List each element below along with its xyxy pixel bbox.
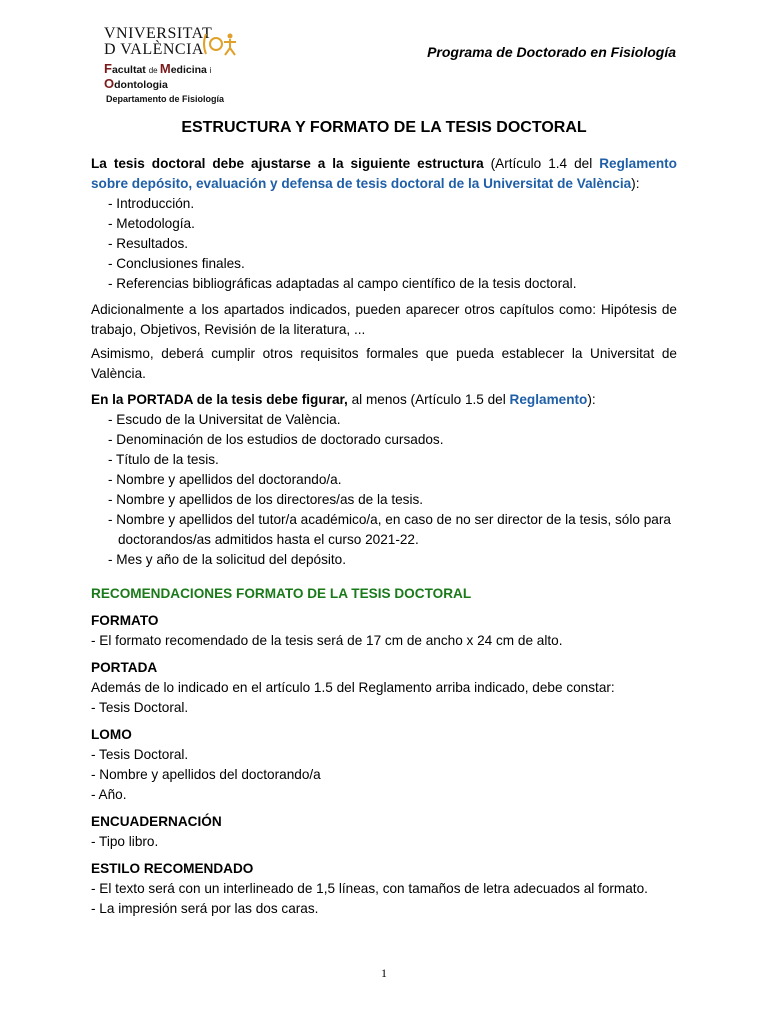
portada-intro-paragraph: En la PORTADA de la tesis debe figurar, al menos (Artículo 1.5 del Reglamento): bbox=[91, 392, 596, 407]
list-item: - Nombre y apellidos de los directores/as de la tesis. bbox=[108, 492, 424, 507]
list-item: - Título de la tesis. bbox=[108, 452, 219, 467]
estilo-line: - La impresión será por las dos caras. bbox=[91, 901, 319, 916]
page-header bbox=[0, 0, 768, 104]
encuadernacion-heading: ENCUADERNACIÓN bbox=[91, 814, 222, 829]
list-item: - Mes y año de la solicitud del depósito. bbox=[108, 552, 347, 567]
portada-line: - Tesis Doctoral. bbox=[91, 700, 189, 715]
portada-heading: PORTADA bbox=[91, 660, 158, 675]
program-name: Programa de Doctorado en Fisiología bbox=[427, 44, 676, 60]
formato-line: - El formato recomendado de la tesis será de 17 cm de ancho x 24 cm de alto. bbox=[91, 633, 563, 648]
encuadernacion-line: - Tipo libro. bbox=[91, 834, 159, 849]
page-number: 1 bbox=[381, 966, 387, 980]
logo-line-1: VNIVERSITAT bbox=[104, 25, 213, 42]
reglamento-link[interactable]: Reglamento sobre depósito, evaluación y defensa de tesis doctoral de la Universitat de València bbox=[91, 156, 677, 191]
recommendations-heading: RECOMENDACIONES FORMATO DE LA TESIS DOCTORAL bbox=[91, 586, 472, 601]
portada-list bbox=[91, 410, 677, 570]
reglamento-short-link[interactable]: Reglamento bbox=[509, 392, 588, 407]
lomo-line: - Nombre y apellidos del doctorando/a bbox=[91, 767, 321, 782]
document-title: ESTRUCTURA Y FORMATO DE LA TESIS DOCTORAL bbox=[181, 119, 587, 136]
lomo-heading: LOMO bbox=[91, 727, 132, 742]
list-item: - Referencias bibliográficas adaptadas al campo científico de la tesis doctoral. bbox=[108, 276, 577, 291]
list-item: - Metodología. bbox=[108, 216, 195, 231]
logo-line-2: D VALÈNCIA bbox=[104, 41, 204, 58]
estilo-line: - El texto será con un interlineado de 1,5 líneas, con tamaños de letra adecuados al formato. bbox=[91, 881, 648, 896]
university-seal-icon bbox=[200, 30, 242, 58]
list-item: - Introducción. bbox=[108, 196, 195, 211]
list-item: - Resultados. bbox=[108, 236, 189, 251]
formato-heading: FORMATO bbox=[91, 613, 159, 628]
portada-line: Además de lo indicado en el artículo 1.5 del Reglamento arriba indicado, debe constar: bbox=[91, 680, 615, 695]
list-item: - Denominación de los estudios de doctorado cursados. bbox=[108, 432, 444, 447]
list-item: - Nombre y apellidos del tutor/a académico/a, en caso de no ser director de la tesis, sólo para doctorandos/as admitidos hasta el curso 2021-22. bbox=[108, 512, 671, 547]
list-item: - Conclusiones finales. bbox=[108, 256, 245, 271]
document-body bbox=[91, 154, 677, 919]
structure-list bbox=[91, 194, 677, 294]
lomo-line: - Año. bbox=[91, 787, 127, 802]
department-name: Departamento de Fisiología bbox=[106, 94, 225, 104]
additional-paragraph: Adicionalmente a los apartados indicados, pueden aparecer otros capítulos como: Hipótesis de trabajo, Objetivos, Revisión de la literatura, ... bbox=[91, 302, 677, 337]
intro-paragraph: La tesis doctoral debe ajustarse a la siguiente estructura (Artículo 1.4 del Reglamento sobre depósito, evaluación y defensa de tesis doctoral de la Universitat de València): bbox=[91, 156, 677, 191]
asimismo-paragraph: Asimismo, deberá cumplir otros requisitos formales que pueda establecer la Universitat de València. bbox=[91, 346, 677, 381]
lomo-line: - Tesis Doctoral. bbox=[91, 747, 189, 762]
estilo-heading: ESTILO RECOMENDADO bbox=[91, 861, 254, 876]
faculty-name: Facultat de Medicina i Odontologia bbox=[104, 61, 212, 91]
list-item: - Escudo de la Universitat de València. bbox=[108, 412, 341, 427]
list-item: - Nombre y apellidos del doctorando/a. bbox=[108, 472, 342, 487]
